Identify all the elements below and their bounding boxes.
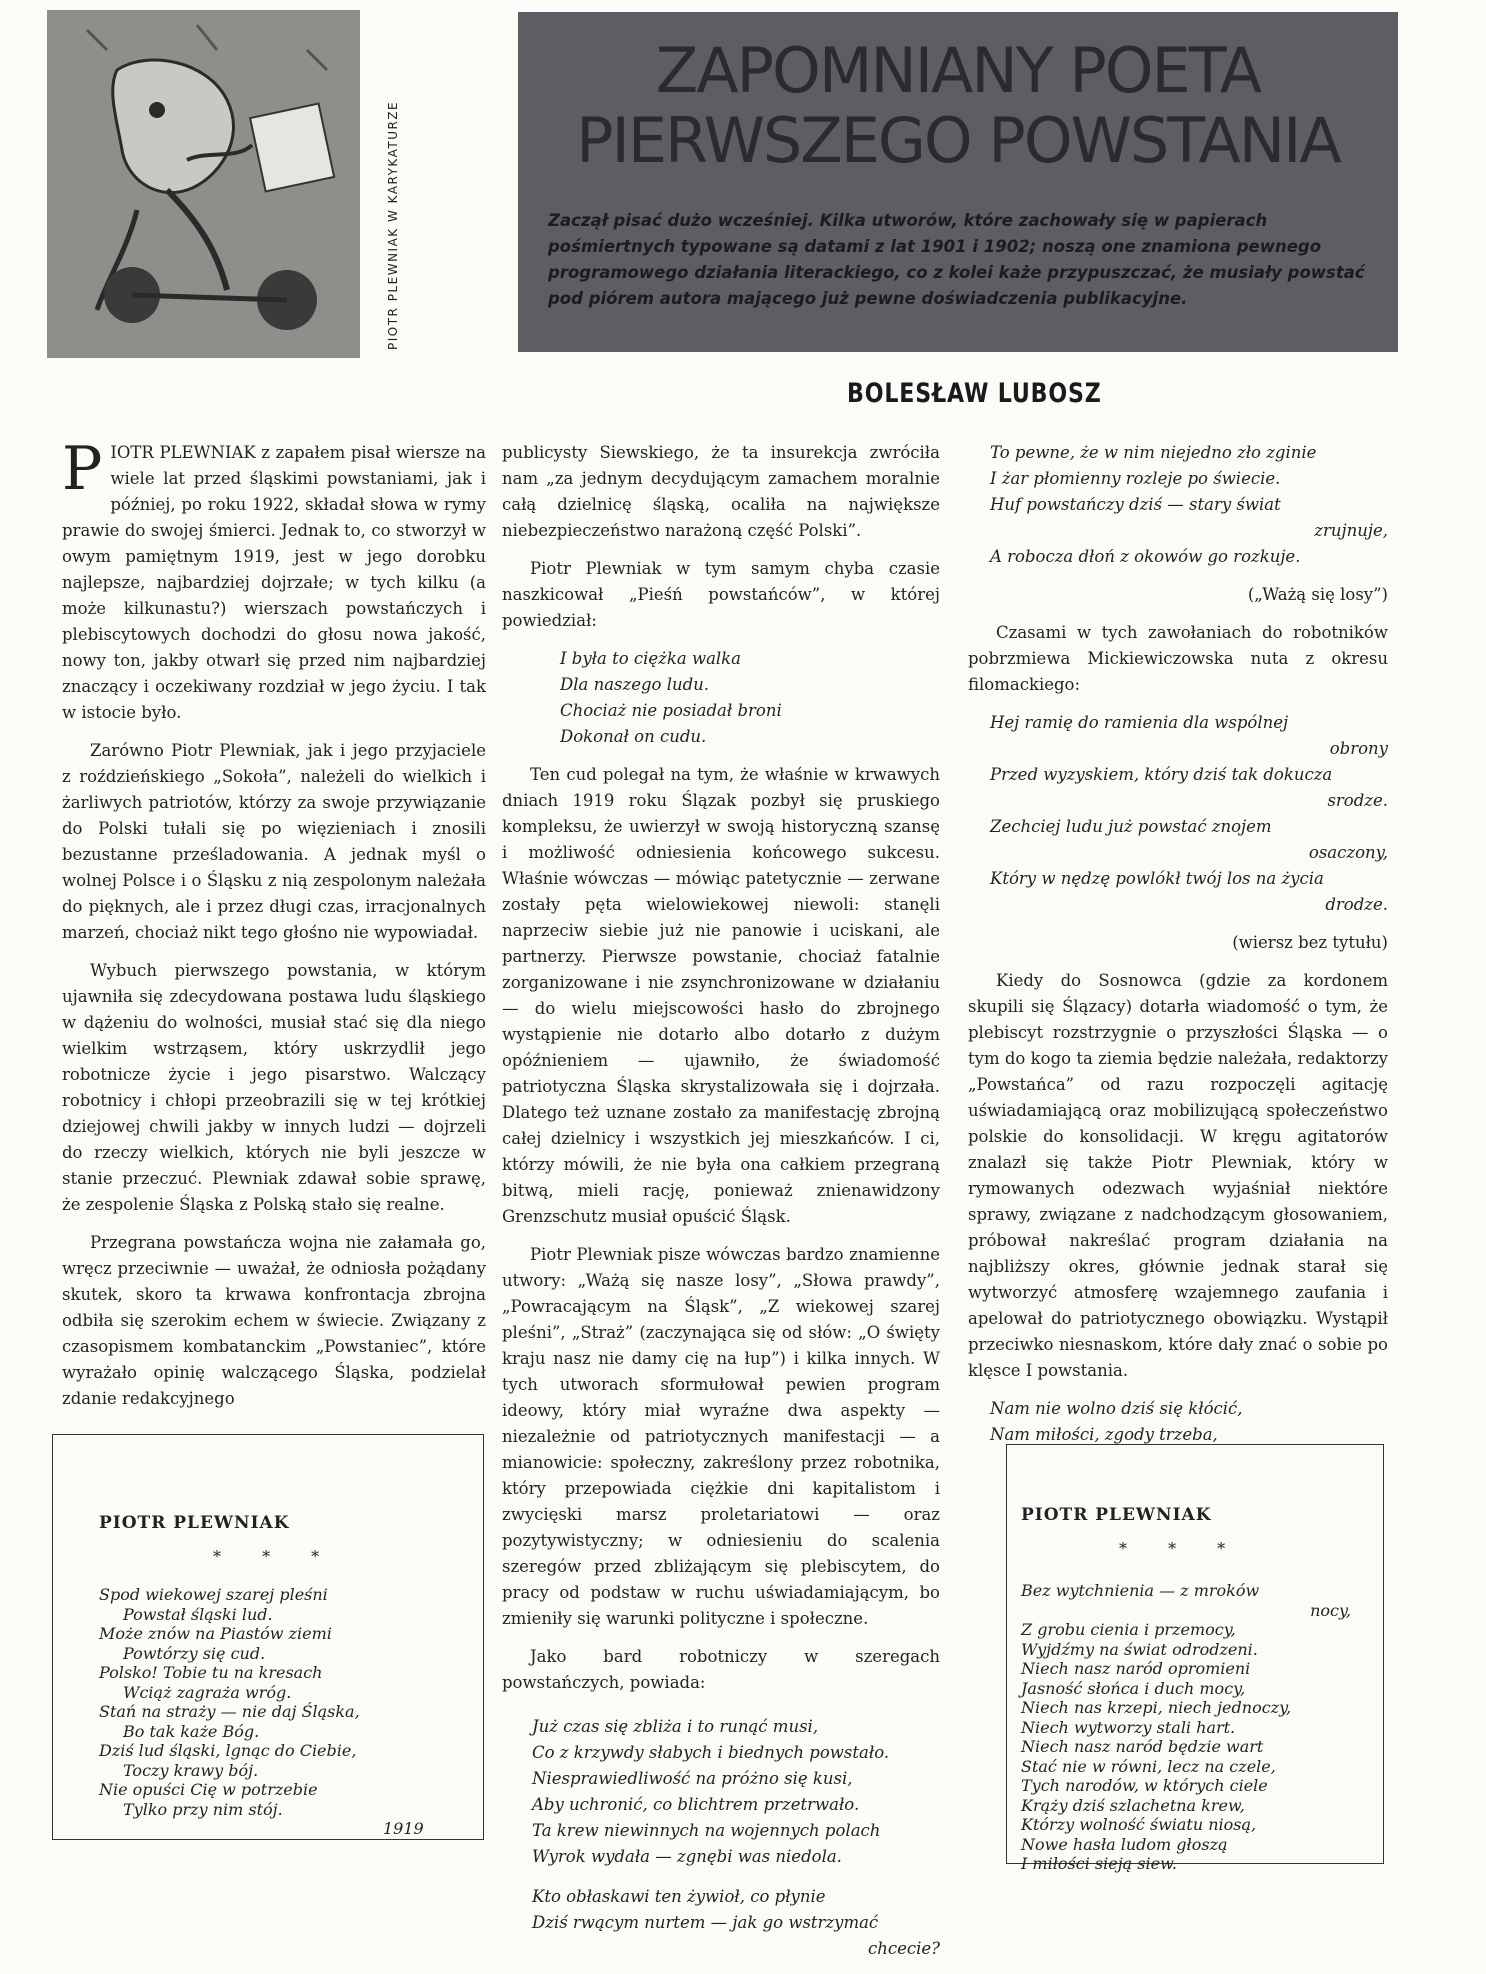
paragraph: Ten cud polegał na tym, że właśnie w krwawych dniach 1919 roku Ślązak pozbył się pruskiego kompleksu, że uwierzył w swoją historyczną szansę i możliwość odniesienia końcowego sukcesu. Właśnie wówczas — mówiąc patetycznie — zerwane zostały pęta wielowiekowej niewoli: stanęli naprzeciw siebie już nie panowie i uciskani, ale partnerzy. Pierwsze powstanie, chociaż fatalnie zorganizowane i nie zsynchronizowane w działaniu — do wielu miejscowości hasło do zbrojnego wystąpienie nie dotarło albo dotarło z dużym opóźnieniem — ujawniło, że świadomość patriotyczna Śląska skrystalizowała się i dojrzała. Dlatego też uznane zostało za manifestację zbrojną całej dzielnicy i wszystkich jej mieszkańców. I ci, którzy mówili, że nie była ona całkiem przegraną bitwą, mieli rację, ponieważ znienawidzony Grenzschutz musiał opuścić Śląsk. xyxy=(502,765,940,1226)
paragraph: Jako bard robotniczy w szeregach powstańczych, powiada: xyxy=(502,1647,940,1692)
author-name: BOLESŁAW LUBOSZ xyxy=(847,378,1102,409)
box-poem: Bez wytchnienia — z mroków nocy, Z grobu cienia i przemocy, Wyjdźmy na świat odrodzeni. Niech nasz naród opromieni Jasność słońca i duch mocy, Niech nas krzepi, niech jednoczy, Niech wytworzy stali hart. Niech nasz naród będzie wart Stać nie w równi, lecz na czele, Tych narodów, w których ciele Krąży dziś szlachetna krew, Którzy wolność światu niosą, Nowe hasła ludom głoszą I miłości sieją siew. xyxy=(1021,1581,1351,1873)
headline-banner xyxy=(518,12,1398,352)
cartoon-caption: PIOTR PLEWNIAK W KARYKATURZE xyxy=(386,100,400,350)
box-poem: Spod wiekowej szarej pleśni Powstał śląski lud. Może znów na Piastów ziemi Powtórzy się cud. Polsko! Tobie tu na kresach Wciąż zagraża wróg. Stań na straży — nie daj Śląska, Bo tak każe Bóg. Dziś lud śląski, lgnąc do Ciebie, Toczy krawy bój. Nie opuści Cię w potrzebie Tylko przy nim stój. xyxy=(99,1585,360,1819)
poem-source: (wiersz bez tytułu) xyxy=(1232,933,1388,952)
paragraph: Czasami w tych zawołaniach do robotników pobrzmiewa Mickiewiczowska nuta z okresu filomackiego: xyxy=(968,623,1388,694)
poem-quote: I była to ciężka walka Dla naszego ludu. Chociaż nie posiadał broni Dokonał on cudu. xyxy=(560,649,782,746)
box-title: PIOTR PLEWNIAK xyxy=(1021,1505,1212,1525)
paragraph: Piotr Plewniak pisze wówczas bardzo znamienne utwory: „Ważą się nasze losy”, „Słowa prawdy”, „Powracającym na Śląsk”, „Z wiekowej szarej pleśni”, „Straż” (zaczynająca się od słów: „O święty kraju nasz nie damy cię na łup”) i kilka innych. W tych utworach sformułował pewien program ideowy, który miał wyraźne dwa aspekty — niezależnie od patriotycznych manifestacji — a mianowicie: społeczny, zakreślony przez robotnika, który przepowiada ciężkie dni kapitalistom i zwycięski marsz proletariatowi — oraz pozytywistyczny; w odniesieniu do scalenia szeregów przed zbliżającym się plebiscytem, do pracy od podstaw w ruchu uświadamiającym, bo zmieniły się warunki polityczne i społeczne. xyxy=(502,1245,940,1628)
ornament-stars: * * * xyxy=(213,1547,338,1566)
lead-paragraph: Zaczął pisać dużo wcześniej. Kilka utworów, które zachowały się w papierach pośmiertnych typowane są datami z lat 1901 i 1902; noszą one znamiona pewnego programowego działania literackiego, co z kolei każe przypuszczać, że musiały powstać pod piórem autora mającego już pewne doświadczenia publikacyjne. xyxy=(548,211,1365,308)
poem-quote: Nam nie wolno dziś się kłócić, Nam miłości, zgody trzeba, xyxy=(990,1399,1243,1444)
poem-quote: To pewne, że w nim niejedno zło zginie I żar płomienny rozleje po świecie. Huf powstańczy dziś — stary świat zrujnuje, A robocza dłoń z okowów go rozkuje. xyxy=(990,443,1388,566)
column-3 xyxy=(968,440,1388,1460)
article-title: ZAPOMNIANY POETA PIERWSZEGO POWSTANIA xyxy=(576,34,1340,177)
column-2 xyxy=(502,440,940,1974)
paragraph: Kiedy do Sosnowca (gdzie za kordonem skupili się Ślązacy) dotarła wiadomość o tym, że plebiscyt rozstrzygnie o przyszłości Śląska — o tym do kogo ta ziemia będzie należała, redaktorzy „Powstańca” od razu rozpoczęli agitację uświadamiającą oraz mobilizującą społeczeństwo polskie do konsolidacji. W kręgu agitatorów znalazł się także Piotr Plewniak, który w rymowanych odezwach wyjaśniał niektóre sprawy, związane z nadchodzącym głosowaniem, próbował nakreślać program działania na najbliższy okres, głównie jednak starał się wytworzyć atmosferę wzajemnego zaufania i apelował do patriotycznego obowiązku. Wystąpił przeciwko niesnaskom, które dały znać o sobie po klęsce I powstania. xyxy=(968,971,1388,1380)
caricature-illustration xyxy=(47,10,360,358)
poem-box-left xyxy=(52,1434,484,1840)
paragraph: publicysty Siewskiego, że ta insurekcja zwróciła nam „za jednym decydującym zamachem moralnie całą dzielnicę śląską, ocaliła na największe niebezpieczeństwo narażoną część Polski”. xyxy=(502,443,940,540)
column-1 xyxy=(62,434,486,1424)
paragraph: Piotr Plewniak w tym samym chyba czasie naszkicował „Pieśń powstańców”, w której powiedział: xyxy=(502,559,940,630)
box-title: PIOTR PLEWNIAK xyxy=(99,1513,290,1533)
ornament-stars: * * * xyxy=(1119,1539,1244,1558)
poem-quote: Kto obłaskawi ten żywioł, co płynie Dziś rwącym nurtem — jak go wstrzymać chcecie? xyxy=(532,1887,940,1958)
poem-year: 1919 xyxy=(383,1819,424,1838)
poem-box-right xyxy=(1006,1444,1384,1873)
paragraph: Zarówno Piotr Plewniak, jak i jego przyjaciele z roździeńskiego „Sokoła”, należeli do wielkich i żarliwych patriotów, którzy za swoje przywiązanie do Polski tułali się po więzieniach i znosili bezustanne prześladowania. A jednak myśl o wolnej Polsce i o Śląsku z nią zespolonym należała do pięknych, ale i przez długi czas, irracjonalnych marzeń, chociaż nikt tego głośno nie wypowiadał. xyxy=(62,741,486,942)
drop-cap: P xyxy=(62,434,103,504)
paragraph: Przegrana powstańcza wojna nie załamała go, wręcz przeciwnie — uważał, że odniosła pożądany skutek, skoro ta krwawa konfrontacja zbrojna odbiła się szerokim echem w świecie. Związany z czasopismem kombatanckim „Powstaniec”, które wyrażało opinię walczącego Śląska, podzielał zdanie redakcyjnego xyxy=(62,1233,486,1408)
poem-quote: Już czas się zbliża i to runąć musi, Co z krzywdy słabych i biednych powstało. Niesprawiedliwość na próżno się kusi, Aby uchronić, co blichtrem przetrwało. Ta krew niewinnych na wojennych polach Wyrok wydała — zgnębi was niedola. xyxy=(532,1717,890,1866)
poem-quote: Hej ramię do ramienia dla wspólnej obrony Przed wyzyskiem, który dziś tak dokucza srodze. Zechciej ludu już powstać znojem osaczony, Który w nędzę powlókł twój los na życia drodze. xyxy=(990,713,1388,914)
paragraph: PIOTR PLEWNIAK z zapałem pisał wiersze na wiele lat przed śląskimi powstaniami, jak i później, po roku 1922, składał słowa w rymy prawie do swojej śmierci. Jednak to, co stworzył w owym pamiętnym 1919, jest w jego dorobku najlepsze, najbardziej dojrzałe; w tych kilku (a może kilkunastu?) wierszach powstańczych i plebiscytowych dochodzi do głosu nowa jakość, nowy ton, jakby otwarł się przed nim najbardziej znaczący i oczekiwany rozdział w jego życiu. I tak w istocie było. xyxy=(62,434,486,722)
paragraph: Wybuch pierwszego powstania, w którym ujawniła się zdecydowana postawa ludu śląskiego w dążeniu do wolności, musiał stać się dla niego wielkim wstrząsem, który uskrzydlił jego robotnicze życie i jego pisarstwo. Walczący robotnicy i chłopi przeobrazili się w tej krótkiej dziejowej chwili jakby w innych ludzi — dojrzeli do rzeczy wielkich, których nie byli jeszcze w stanie przeczuć. Plewniak zdawał sobie sprawę, że zespolenie Śląska z Polską stało się realne. xyxy=(62,961,486,1214)
poem-source: („Ważą się losy”) xyxy=(1247,585,1388,604)
